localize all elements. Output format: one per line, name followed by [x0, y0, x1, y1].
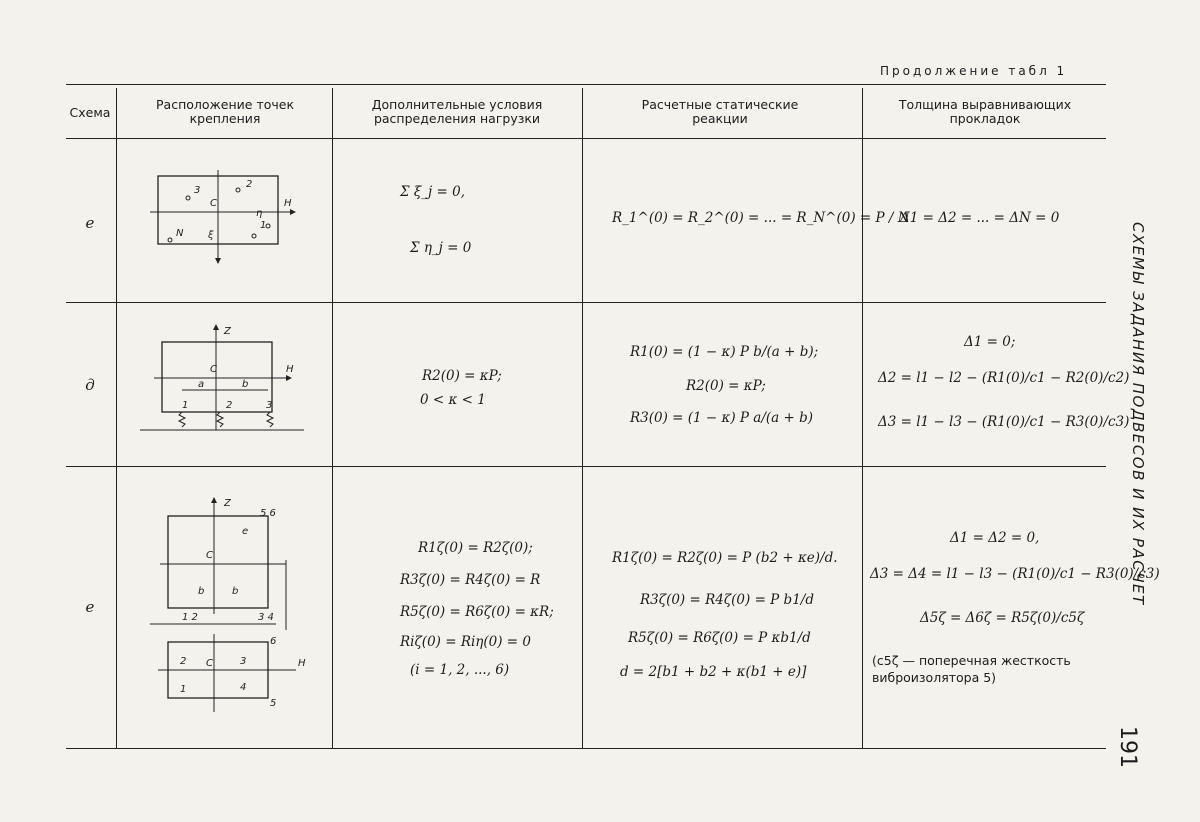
row2-shim-3: Δ3 = l1 − l3 − (R1(0)/c1 − R3(0)/c3) [878, 414, 1130, 430]
svg-text:N: N [176, 228, 184, 239]
svg-text:C: C [206, 550, 213, 561]
row3-shim-2: Δ3 = Δ4 = l1 − l3 − (R1(0)/c1 − R3(0)/c3) [870, 566, 1160, 582]
svg-text:2: 2 [180, 656, 187, 667]
svg-text:b: b [242, 379, 249, 390]
row3-condition-5: (i = 1, 2, ..., 6) [410, 662, 510, 678]
diagram-row1 [140, 160, 320, 275]
svg-text:e: e [242, 526, 249, 537]
svg-text:Z: Z [224, 498, 231, 509]
svg-text:C: C [206, 658, 213, 669]
row3-condition-2: R3ζ(0) = R4ζ(0) = R [400, 572, 541, 588]
row-label-2: д [85, 376, 95, 394]
svg-text:1: 1 [180, 684, 187, 695]
row1-shim: Δ1 = Δ2 = ... = ΔN = 0 [900, 210, 1060, 226]
svg-text:3: 3 [240, 656, 247, 667]
col-rule-2 [332, 88, 333, 748]
row2-reaction-3: R3(0) = (1 − κ) P a/(a + b) [630, 410, 814, 426]
svg-text:5: 5 [270, 698, 277, 709]
row3-shim-1: Δ1 = Δ2 = 0, [950, 530, 1040, 546]
table-top-rule [66, 84, 1106, 85]
row3-shim-3: Δ5ζ = Δ6ζ = R5ζ(0)/c5ζ [920, 610, 1085, 626]
row1-condition-2: Σ η_j = 0 [410, 240, 472, 256]
header-conditions: Дополнительные условия распределения нагрузки [371, 97, 543, 126]
row-rule-1 [66, 302, 1106, 303]
row3-condition-4: Riζ(0) = Riη(0) = 0 [400, 634, 531, 650]
svg-text:2: 2 [226, 400, 233, 411]
svg-text:6: 6 [270, 636, 277, 647]
col-rule-1 [116, 88, 117, 748]
row3-note: (c5ζ — поперечная жесткость виброизолятора 5) [872, 653, 1071, 685]
side-title: СХЕМЫ ЗАДАНИЯ ПОДВЕСОВ И ИХ РАСЧЕТ [1129, 222, 1147, 606]
svg-text:a: a [198, 379, 205, 390]
svg-text:4: 4 [240, 682, 247, 693]
diagram-row3 [140, 494, 320, 720]
header-shims: Толщина выравнивающих прокладок [898, 97, 1072, 126]
svg-text:1: 1 [182, 400, 189, 411]
svg-text:Z: Z [224, 326, 231, 337]
col-rule-4 [862, 88, 863, 748]
svg-text:ξ: ξ [208, 230, 214, 241]
row1-reaction: R_1^(0) = R_2^(0) = ... = R_N^(0) = P / N [612, 210, 910, 226]
svg-text:H: H [286, 364, 294, 375]
svg-text:C: C [210, 364, 217, 375]
svg-text:C: C [210, 198, 217, 209]
svg-text:1 2: 1 2 [182, 612, 198, 623]
row2-reaction-1: R1(0) = (1 − κ) P b/(a + b); [630, 344, 819, 360]
diagram-row2 [136, 322, 316, 437]
row1-condition-1: Σ ξ_j = 0, [400, 184, 465, 200]
svg-text:b: b [232, 586, 239, 597]
svg-text:3: 3 [194, 185, 201, 196]
page-number: 191 [1115, 726, 1140, 768]
row-rule-2 [66, 466, 1106, 467]
svg-text:3: 3 [266, 400, 273, 411]
row2-shim-1: Δ1 = 0; [964, 334, 1016, 350]
continuation-label: Продолжение табл 1 [880, 64, 1068, 78]
row3-condition-3: R5ζ(0) = R6ζ(0) = κR; [400, 604, 554, 620]
row3-reaction-1: R1ζ(0) = R2ζ(0) = P (b2 + κe)/d. [612, 550, 838, 566]
col-rule-3 [582, 88, 583, 748]
svg-text:1: 1 [260, 220, 267, 231]
row3-reaction-3: R5ζ(0) = R6ζ(0) = P κb1/d [628, 630, 811, 646]
row3-condition-1: R1ζ(0) = R2ζ(0); [418, 540, 533, 556]
svg-text:b: b [198, 586, 205, 597]
row2-condition-2: 0 < κ < 1 [420, 392, 486, 408]
row2-condition-1: R2(0) = κP; [422, 368, 502, 384]
header-rule [66, 138, 1106, 139]
svg-text:H: H [298, 658, 306, 669]
row-label-3: е [85, 598, 95, 616]
svg-text:H: H [284, 198, 292, 209]
header-points: Расположение точек крепления [156, 97, 294, 126]
table-bottom-rule [66, 748, 1106, 749]
svg-text:η: η [256, 208, 263, 219]
row3-reaction-4: d = 2[b1 + b2 + κ(b1 + e)] [620, 664, 807, 680]
svg-text:2: 2 [246, 179, 253, 190]
row-label-1: е [85, 214, 95, 232]
svg-text:3 4: 3 4 [258, 612, 274, 623]
header-reactions: Расчетные статические реакции [641, 97, 799, 126]
svg-text:5 6: 5 6 [260, 508, 276, 519]
row2-reaction-2: R2(0) = κP; [686, 378, 766, 394]
header-scheme: Схема [69, 105, 111, 120]
row2-shim-2: Δ2 = l1 − l2 − (R1(0)/c1 − R2(0)/c2) [878, 370, 1130, 386]
row3-reaction-2: R3ζ(0) = R4ζ(0) = P b1/d [640, 592, 814, 608]
